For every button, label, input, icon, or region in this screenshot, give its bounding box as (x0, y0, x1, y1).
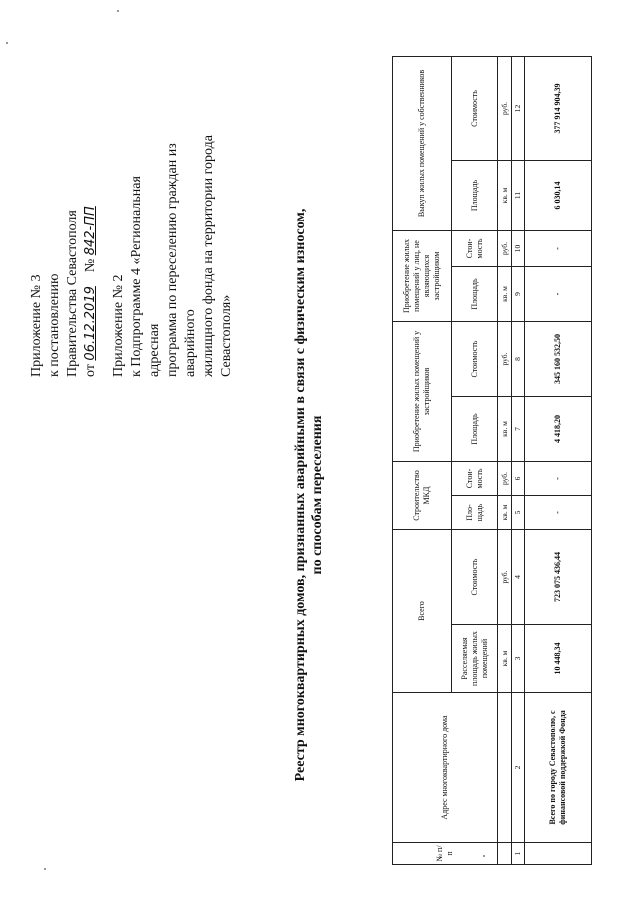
header-nondev-cost: Стои-мость (452, 230, 498, 266)
dev-area: 4 418,20 (525, 397, 592, 462)
header-dev-cost: Стоимость (452, 322, 498, 397)
column-number: 10 (512, 230, 525, 266)
header-group-buyout: Выкуп жилых помещений у собственников (393, 56, 452, 230)
appendix2-line-4: аварийного (183, 309, 198, 377)
header-group-developer: Приобретение жилых помещений у застройщиков (393, 322, 452, 462)
header-group-mkd: Строительство МКД (393, 462, 452, 530)
units-cell: кв. м (498, 267, 512, 322)
units-cell: руб. (498, 462, 512, 496)
scan-speck (44, 868, 46, 870)
buyout-area: 6 030,14 (525, 160, 592, 230)
column-number: 11 (512, 160, 525, 230)
dev-cost: 345 160 532,50 (525, 322, 592, 397)
header-total-cost: Стоимость (452, 530, 498, 625)
appendix2-line-6: Севастополя» (219, 294, 234, 377)
units-cell: кв. м (498, 625, 512, 693)
appendix2-line-3: программа по переселению граждан из (165, 143, 180, 377)
number-prefix: № (83, 258, 98, 273)
registry-table (392, 56, 592, 865)
mkd-area: - (525, 496, 592, 530)
appendix2-line-2: адресная (147, 323, 162, 377)
column-number: 7 (512, 397, 525, 462)
header-mkd-area: Пло-щадь (452, 496, 498, 530)
column-number: 3 (512, 625, 525, 693)
units-cell: руб. (498, 56, 512, 160)
column-number: 5 (512, 496, 525, 530)
header-address: Адрес многоквартирного дома (393, 693, 498, 843)
column-number: 4 (512, 530, 525, 625)
total-row (525, 56, 592, 864)
appendix-government: Правительства Севастополя (65, 210, 80, 377)
nondev-area: - (525, 267, 592, 322)
units-cell: кв. м (498, 496, 512, 530)
nondev-cost: - (525, 230, 592, 266)
appendix-date-line (82, 37, 100, 377)
mkd-cost: - (525, 462, 592, 496)
column-number: 6 (512, 462, 525, 496)
units-cell: кв. м (498, 160, 512, 230)
document-title (292, 125, 326, 865)
title-line-1: Реестр многоквартирных домов, признанных аварийными в связи с физическим износом, (293, 208, 308, 782)
total-area: 10 448,34 (525, 625, 592, 693)
column-number: 9 (512, 267, 525, 322)
appendix2-line-1: к Подпрограмме 4 «Региональная (129, 176, 144, 377)
total-address: Всего по городу Севастополю, с финансовой поддержкой Фонда (525, 693, 592, 843)
header-buyout-cost: Стоимость (452, 56, 498, 160)
header-buyout-area: Площадь (452, 160, 498, 230)
handwritten-number: 842-ПП (83, 206, 98, 256)
appendix2-line-5: жилищного фонда на территории города (201, 135, 216, 377)
title-line-2: по способам переселения (310, 415, 325, 575)
units-cell-empty (498, 693, 512, 843)
header-total-area: Расселяемая площадь жилых помещений (452, 625, 498, 693)
total-num (525, 843, 592, 865)
column-number: 1 (512, 843, 525, 865)
date-prefix: от (83, 364, 98, 377)
appendix2-number: Приложение № 2 (111, 274, 126, 377)
units-row (498, 56, 512, 864)
scan-speck (6, 42, 8, 44)
header-group-non-developer: Приобретение жилых помещений у лиц, не являющихся застройщиком (393, 230, 452, 321)
column-number: 12 (512, 56, 525, 160)
scan-speck (117, 10, 119, 12)
units-cell: руб. (498, 230, 512, 266)
units-cell-empty (498, 843, 512, 865)
units-cell: кв. м (498, 397, 512, 462)
units-cell: руб. (498, 530, 512, 625)
units-cell: руб. (498, 322, 512, 397)
column-number: 2 (512, 693, 525, 843)
appendix-to-resolution: к постановлению (47, 273, 62, 377)
handwritten-date: 06.12.2019 (83, 286, 98, 361)
appendix-header (28, 37, 236, 377)
scan-speck (483, 855, 485, 857)
header-row-groups (393, 56, 452, 864)
header-mkd-cost: Стои-мость (452, 462, 498, 496)
header-nondev-area: Площадь (452, 267, 498, 322)
header-num: № п/п (393, 843, 498, 865)
column-numbers-row (512, 56, 525, 864)
header-group-total: Всего (393, 530, 452, 693)
appendix-number: Приложение № 3 (29, 274, 44, 377)
total-cost: 723 075 436,44 (525, 530, 592, 625)
column-number: 8 (512, 322, 525, 397)
buyout-cost: 377 914 904,39 (525, 56, 592, 160)
header-dev-area: Площадь (452, 397, 498, 462)
